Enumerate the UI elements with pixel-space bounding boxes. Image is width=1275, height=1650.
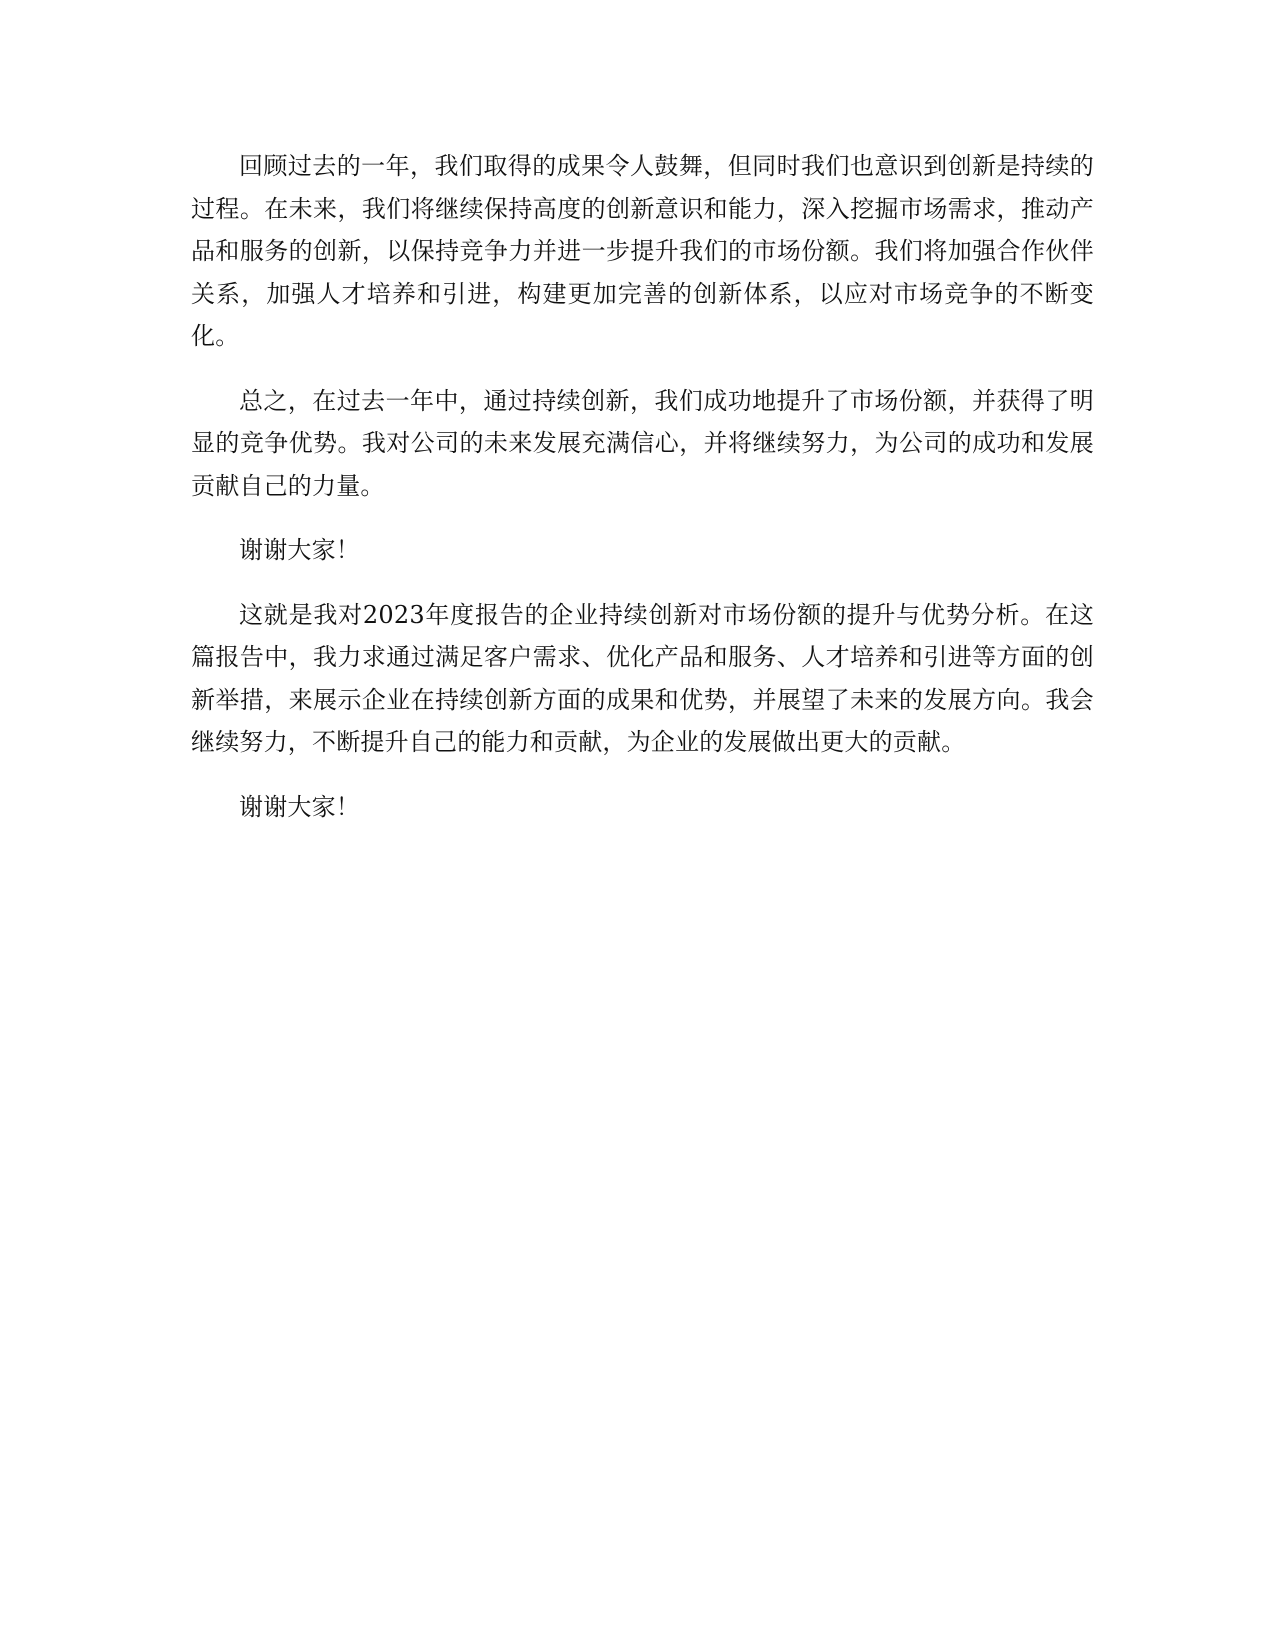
paragraph-summary: 总之，在过去一年中，通过持续创新，我们成功地提升了市场份额，并获得了明显的竞争优势。我对公司的未来发展充满信心，并将继续努力，为公司的成功和发展贡献自己的力量。 bbox=[191, 386, 1094, 500]
document-body bbox=[191, 145, 1094, 850]
paragraph-final-thanks: 谢谢大家！ bbox=[239, 792, 360, 821]
paragraph-review: 回顾过去的一年，我们取得的成果令人鼓舞，但同时我们也意识到创新是持续的过程。在未来，我们将继续保持高度的创新意识和能力，深入挖掘市场需求，推动产品和服务的创新，以保持竞争力并进一步提升我们的市场份额。我们将加强合作伙伴关系，加强人才培养和引进，构建更加完善的创新体系，以应对市场竞争的不断变化。 bbox=[191, 152, 1094, 350]
paragraph-thanks: 谢谢大家！ bbox=[239, 536, 360, 564]
paragraph-report-conclusion: 这就是我对2023年度报告的企业持续创新对市场份额的提升与优势分析。在这篇报告中，我力求通过满足客户需求、优化产品和服务、人才培养和引进等方面的创新举措，来展示企业在持续创新方面的成果和优势，并展望了未来的发展方向。我会继续努力，不断提升自己的能力和贡献，为企业的发展做出更大的贡献。 bbox=[191, 600, 1094, 756]
